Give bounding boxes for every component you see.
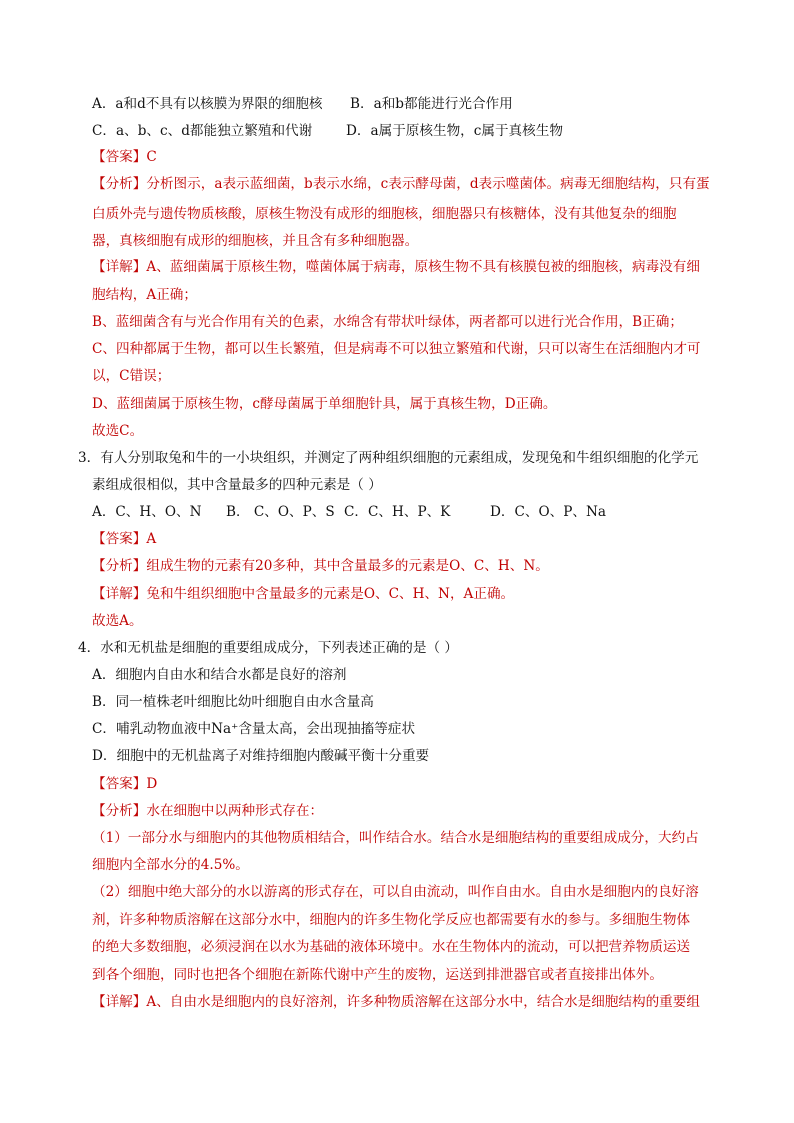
q3-answer-tag: 【答案】 <box>92 531 147 547</box>
q3-answer-value: A <box>146 531 157 547</box>
q4-analysis-text: 水在细胞中以两种形式存在： <box>146 803 324 819</box>
q2-options-row-2 <box>92 122 563 140</box>
q2-option-d: D．a属于原核生物，c属于真核生物 <box>346 123 563 139</box>
q3-option-b: B． C、O、P、S <box>226 504 335 520</box>
q3-option-c: C．C、H、P、K <box>344 504 451 520</box>
q4-analysis-line-3: 细胞内全部水分的4.5%。 <box>92 857 249 873</box>
q2-analysis-line-3: 器，真核细胞有成形的细胞核，并且含有多种细胞器。 <box>92 233 419 249</box>
q2-detail-line-2: 胞结构，A正确； <box>92 287 197 303</box>
q2-detail-line-6: D、蓝细菌属于原核生物，c酵母菌属于单细胞针具，属于真核生物，D正确。 <box>92 396 557 412</box>
q2-option-b: B．a和b都能进行光合作用 <box>350 96 513 112</box>
q2-detail-line-5: 以，C错误； <box>92 368 171 384</box>
q4-stem: 4．水和无机盐是细胞的重要组成成分，下列表述正确的是（ ） <box>78 640 458 656</box>
q2-analysis-tag: 【分析】 <box>92 176 147 192</box>
q2-option-a: A．a和d不具有以核膜为界限的细胞核 <box>92 96 323 112</box>
q3-detail <box>92 585 514 603</box>
q4-option-b: B．同一植株老叶细胞比幼叶细胞自由水含量高 <box>92 694 374 710</box>
q3-analysis-tag: 【分析】 <box>92 558 147 574</box>
q4-answer-value: D <box>146 776 158 792</box>
q4-analysis-line-1 <box>92 802 323 820</box>
q2-option-c: C．a、b、c、d都能独立繁殖和代谢 <box>92 123 313 139</box>
q2-analysis-line-1 <box>92 175 710 193</box>
q2-answer-value: C <box>146 149 157 165</box>
q4-analysis-line-2: （1）一部分水与细胞内的其他物质相结合，叫作结合水。结合水是细胞结构的重要组成成分，大约占 <box>92 830 699 846</box>
q4-analysis-line-4: （2）细胞中绝大部分的水以游离的形式存在，可以自由流动，叫作自由水。自由水是细胞内的良好溶 <box>92 884 699 900</box>
q2-detail-line-4: C、四种都属于生物，都可以生长繁殖，但是病毒不可以独立繁殖和代谢，只可以寄生在活细胞内才可 <box>92 341 701 357</box>
q4-answer-tag: 【答案】 <box>92 776 147 792</box>
q2-detail-line-1 <box>92 258 700 276</box>
q4-analysis-line-5: 剂，许多种物质溶解在这部分水中，细胞内的许多生物化学反应也都需要有水的参与。多细胞生物体 <box>92 912 691 928</box>
q2-analysis-line-2: 白质外壳与遗传物质核酸，原核生物没有成形的细胞核，细胞器只有核糖体，没有其他复杂的细胞 <box>92 206 677 222</box>
q3-stem-line-2: 素组成很相似，其中含量最多的四种元素是（ ） <box>92 477 382 493</box>
q4-detail-text: A、自由水是细胞内的良好溶剂，许多种物质溶解在这部分水中，结合水是细胞结构的重要组 <box>146 994 700 1010</box>
q3-conclusion: 故选A。 <box>92 613 143 629</box>
q4-analysis-line-6: 的绝大多数细胞，必须浸润在以水为基础的液体环境中。水在生物体内的流动，可以把营养物质运送 <box>92 939 691 955</box>
q3-option-d: D．C、O、P、Na <box>490 504 606 520</box>
q3-option-a: A．C、H、O、N <box>92 504 202 520</box>
q2-conclusion: 故选C。 <box>92 423 144 439</box>
q3-detail-tag: 【详解】 <box>92 586 147 602</box>
q2-options-row-1 <box>92 95 513 113</box>
q2-detail-line-3: B、蓝细菌含有与光合作用有关的色素，水绵含有带状叶绿体，两者都可以进行光合作用，B正确； <box>92 314 683 330</box>
q4-detail-tag: 【详解】 <box>92 994 147 1010</box>
q3-stem-line-1: 3．有人分别取兔和牛的一小块组织，并测定了两种组织细胞的元素组成，发现兔和牛组织细胞的化学元 <box>78 450 699 466</box>
q2-detail-text: A、蓝细菌属于原核生物，噬菌体属于病毒，原核生物不具有核膜包被的细胞核，病毒没有细 <box>146 259 700 275</box>
q3-answer <box>92 530 156 548</box>
q4-answer <box>92 775 157 793</box>
q4-analysis-line-7: 到各个细胞，同时也把各个细胞在新陈代谢中产生的废物，运送到排泄器官或者直接排出体外。 <box>92 967 663 983</box>
q3-options-row <box>92 503 606 521</box>
q2-detail-tag: 【详解】 <box>92 259 147 275</box>
q2-analysis-text: 分析图示，a表示蓝细菌，b表示水绵，c表示酵母菌，d表示噬菌体。病毒无细胞结构，只有蛋 <box>146 176 710 192</box>
q4-option-c: C．哺乳动物血液中Na⁺含量太高，会出现抽搐等症状 <box>92 721 416 737</box>
q4-option-d: D．细胞中的无机盐离子对维持细胞内酸碱平衡十分重要 <box>92 748 430 764</box>
q3-detail-text: 兔和牛组织细胞中含量最多的元素是O、C、H、N，A正确。 <box>146 586 515 602</box>
q2-answer-tag: 【答案】 <box>92 149 147 165</box>
q4-analysis-tag: 【分析】 <box>92 803 147 819</box>
q4-detail-line-1 <box>92 993 700 1011</box>
q4-option-a: A．细胞内自由水和结合水都是良好的溶剂 <box>92 667 347 683</box>
q3-analysis-text: 组成生物的元素有20多种，其中含量最多的元素是O、C、H、N。 <box>146 558 549 574</box>
q3-analysis <box>92 557 549 575</box>
q2-answer <box>92 148 157 166</box>
